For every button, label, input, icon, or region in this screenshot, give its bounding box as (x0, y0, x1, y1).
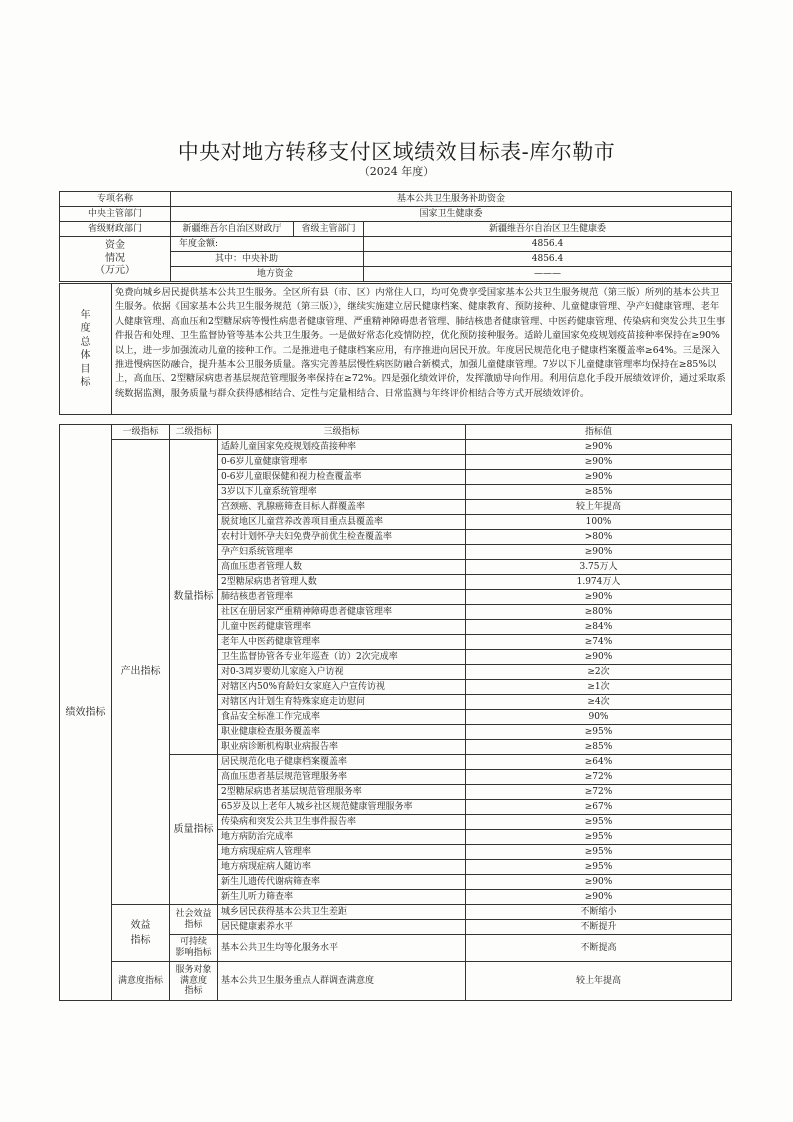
central-dept-value: 国家卫生健康委 (171, 207, 732, 222)
output-indicator-label: 产出指标 (112, 440, 170, 905)
benefit-indicator-label (112, 905, 170, 962)
indicator-name: 基本公共卫生服务重点人群调查满意度 (218, 962, 466, 1001)
central-subsidy-label: 其中：中央补助 (171, 252, 364, 267)
indicator-name: 宫颈癌、乳腺癌筛查目标人群覆盖率 (218, 500, 466, 515)
indicator-name: 2型糖尿病患者管理人数 (218, 575, 466, 590)
indicator-name: 食品安全标准工作完成率 (218, 710, 466, 725)
goal-label-char: 目 (80, 363, 91, 375)
indicator-name: 老年人中医药健康管理率 (218, 635, 466, 650)
satisfaction-sub-label (170, 962, 218, 1001)
table-row (60, 237, 732, 252)
header-value: 指标值 (466, 425, 732, 440)
indicator-name: 农村计划怀孕夫妇免费孕前优生检查覆盖率 (218, 530, 466, 545)
indicator-value: 3.75万人 (466, 560, 732, 575)
central-subsidy-value: 4856.4 (364, 252, 732, 267)
indicator-value: 不断缩小 (466, 905, 732, 920)
performance-indicators-table (59, 424, 732, 1001)
indicator-name: 3岁以下儿童系统管理率 (218, 485, 466, 500)
indicator-value: ≥72% (466, 770, 732, 785)
funds-label (60, 237, 171, 282)
indicator-value: 较上年提高 (466, 500, 732, 515)
indicator-value: ≥90% (466, 890, 732, 905)
benefit-indicator-label-line: 效益 (130, 920, 151, 931)
indicator-name: 卫生监督协管各专业年巡查（访）2次完成率 (218, 650, 466, 665)
indicator-name: 儿童中医药健康管理率 (218, 620, 466, 635)
funds-label-line: 情况 (105, 252, 125, 264)
year-subtitle: （2024 年度） (358, 165, 435, 178)
indicator-name: 居民健康素养水平 (218, 920, 466, 935)
social-benefit-label-line: 指标 (184, 919, 203, 930)
table-row (60, 284, 732, 415)
indicator-value: ≥74% (466, 635, 732, 650)
indicator-name: 0-6岁儿童眼保健和视力检查覆盖率 (218, 470, 466, 485)
sustainability-label (170, 935, 218, 962)
perf-section-label: 绩效指标 (60, 425, 112, 1001)
indicator-value: ≥90% (466, 875, 732, 890)
goal-label-char: 体 (80, 350, 91, 361)
indicator-value: ≥95% (466, 725, 732, 740)
goal-label-char: 度 (80, 323, 91, 334)
indicator-name: 65岁及以上老年人城乡社区规范健康管理服务率 (218, 800, 466, 815)
satisfaction-indicator-label: 满意度指标 (112, 962, 170, 1001)
indicator-value: ≥90% (466, 470, 732, 485)
indicator-value: ≥1次 (466, 680, 732, 695)
satisfaction-sub-label-line: 服务对象 (175, 964, 212, 975)
header-level1: 一级指标 (112, 425, 170, 440)
indicator-name: 适龄儿童国家免疫规划疫苗接种率 (218, 440, 466, 455)
indicator-value: ≥90% (466, 440, 732, 455)
table-row (60, 192, 732, 207)
indicator-name: 新生儿听力筛查率 (218, 890, 466, 905)
goal-label-char: 标 (80, 377, 91, 388)
project-name-value: 基本公共卫生服务补助资金 (171, 192, 732, 207)
goal-label-char: 总 (80, 336, 91, 348)
indicator-name: 肺结核患者管理率 (218, 590, 466, 605)
annual-amount-label: 年度金额: (171, 237, 364, 252)
indicator-value: ≥95% (466, 815, 732, 830)
indicator-name: 脱贫地区儿童营养改善项目重点县覆盖率 (218, 515, 466, 530)
central-dept-label: 中央主管部门 (60, 207, 171, 222)
indicator-value: 较上年提高 (466, 962, 732, 1001)
indicator-value: ≥90% (466, 545, 732, 560)
overall-goal-table (59, 283, 732, 415)
table-row (60, 207, 732, 222)
indicator-value: 90% (466, 710, 732, 725)
header-level2: 二级指标 (170, 425, 218, 440)
indicator-name: 对0-3周岁婴幼儿家庭入户访视 (218, 665, 466, 680)
project-name-label: 专项名称 (60, 192, 171, 207)
indicator-name: 对辖区内50%育龄妇女家庭入户宣传访视 (218, 680, 466, 695)
overall-goal-label (60, 284, 112, 415)
indicator-value: ≥90% (466, 455, 732, 470)
indicator-name: 基本公共卫生均等化服务水平 (218, 935, 466, 962)
sustainability-label-line: 影响指标 (175, 948, 212, 958)
overall-goal-text: 免费向城乡居民提供基本公共卫生服务。全区所有县（市、区）内常住人口，均可免费享受国家基本公共卫生服务规范（第三版）所列的基本公共卫生服务。依据《国家基本公共卫生服务规范（第三版）》，继续实施建立居民健康档案、健康教育、预防接种、儿童健康管理、孕产妇健康管理、老年人健康管理、高血压和2型糖尿病等慢性病患者健康管理、严重精神障碍患者管理、肺结核患者健康管理、中医药健康管理、传染病和突发公共卫生事件报告和处理、卫生监督协管等基本公共卫生服务。一是做好常态化疫情防控，优化预防接种服务。适龄儿童国家免疫规划疫苗接种率保持在≥90%以上，进一步加强流动儿童的接种工作。二是推进电子健康档案应用，有序推进向居民开放。年度居民规范化电子健康档案覆盖率≥64%。三是深入推进慢病医防融合，提升基本公卫服务质量。落实完善基层慢性病医防融合新模式，加强儿童健康管理。7岁以下儿童健康管理率均保持在≥85%以上，高血压、2型糖尿病患者基层规范管理服务率保持在≥72%。四是强化绩效评价，发挥激励导向作用。利用信息化手段开展绩效评价，通过采取系统数据监测，服务质量与群众获得感相结合、定性与定量相结合、日常监测与年终评价相结合等方式开展绩效评价。 (112, 284, 732, 415)
indicator-value: ≥90% (466, 650, 732, 665)
table-row (60, 962, 732, 1001)
quality-indicator-label: 质量指标 (170, 755, 218, 905)
social-benefit-label (170, 905, 218, 935)
indicator-value: ≥67% (466, 800, 732, 815)
quantity-indicator-label: 数量指标 (170, 440, 218, 755)
local-funds-label: 地方资金 (171, 267, 364, 282)
indicator-value: ≥90% (466, 590, 732, 605)
indicator-value: ≥80% (466, 605, 732, 620)
indicator-value: ≥2次 (466, 665, 732, 680)
indicator-name: 地方病防治完成率 (218, 830, 466, 845)
funds-label-line: （万元） (95, 265, 135, 277)
indicator-name: 2型糖尿病患者基层规范管理服务率 (218, 785, 466, 800)
indicator-name: 传染病和突发公共卫生事件报告率 (218, 815, 466, 830)
indicator-name: 城乡居民获得基本公共卫生差距 (218, 905, 466, 920)
indicator-value: ≥84% (466, 620, 732, 635)
indicator-name: 地方病现症病人随访率 (218, 860, 466, 875)
sustainability-label-line: 可持续 (179, 937, 207, 948)
prov-finance-label: 省级财政部门 (60, 222, 171, 237)
annual-amount-value: 4856.4 (364, 237, 732, 252)
benefit-indicator-label-line: 指标 (130, 935, 151, 946)
indicator-name: 新生儿遗传代谢病筛查率 (218, 875, 466, 890)
indicator-value: 100% (466, 515, 732, 530)
indicator-name: 0-6岁儿童健康管理率 (218, 455, 466, 470)
satisfaction-sub-label-line: 满意度 (179, 975, 207, 986)
indicator-value: ≥64% (466, 755, 732, 770)
prov-finance-value: 新疆维吾尔自治区财政厅 (171, 222, 294, 237)
social-benefit-label-line: 社会效益 (175, 908, 212, 919)
indicator-value: 不断提升 (466, 920, 732, 935)
project-info-table (59, 191, 732, 282)
table-row (60, 440, 732, 455)
indicator-value: ≥85% (466, 740, 732, 755)
table-row (60, 905, 732, 920)
indicator-name: 对辖区内计划生育特殊家庭走访慰问 (218, 695, 466, 710)
indicator-name: 孕产妇系统管理率 (218, 545, 466, 560)
prov-dept-label: 省级主管部门 (294, 222, 364, 237)
indicator-value: ≥72% (466, 785, 732, 800)
header-level3: 三级指标 (218, 425, 466, 440)
indicator-value: ≥95% (466, 860, 732, 875)
indicator-value: 不断提高 (466, 935, 732, 962)
indicator-name: 地方病现症病人管理率 (218, 845, 466, 860)
indicator-name: 职业病诊断机构职业病报告率 (218, 740, 466, 755)
local-funds-value: ——— (364, 267, 732, 282)
indicator-name: 职业健康检查服务覆盖率 (218, 725, 466, 740)
indicator-name: 高血压患者管理人数 (218, 560, 466, 575)
indicator-name: 居民规范化电子健康档案覆盖率 (218, 755, 466, 770)
indicator-name: 社区在册居家严重精神障碍患者健康管理率 (218, 605, 466, 620)
indicator-name: 高血压患者基层规范管理服务率 (218, 770, 466, 785)
prov-dept-value: 新疆维吾尔自治区卫生健康委 (364, 222, 732, 237)
satisfaction-sub-label-line: 指标 (184, 986, 203, 997)
indicator-value: ≥85% (466, 485, 732, 500)
table-row (60, 222, 732, 237)
page-title: 中央对地方转移支付区域绩效目标表-库尔勒市 (177, 140, 616, 164)
goal-label-char: 年 (80, 309, 91, 321)
indicator-value: ≥95% (466, 845, 732, 860)
indicator-value: 1.974万人 (466, 575, 732, 590)
indicator-value: >80% (466, 530, 732, 545)
indicator-value: ≥95% (466, 830, 732, 845)
funds-label-line: 资金 (105, 240, 125, 252)
table-row (60, 425, 732, 440)
indicator-value: ≥4次 (466, 695, 732, 710)
